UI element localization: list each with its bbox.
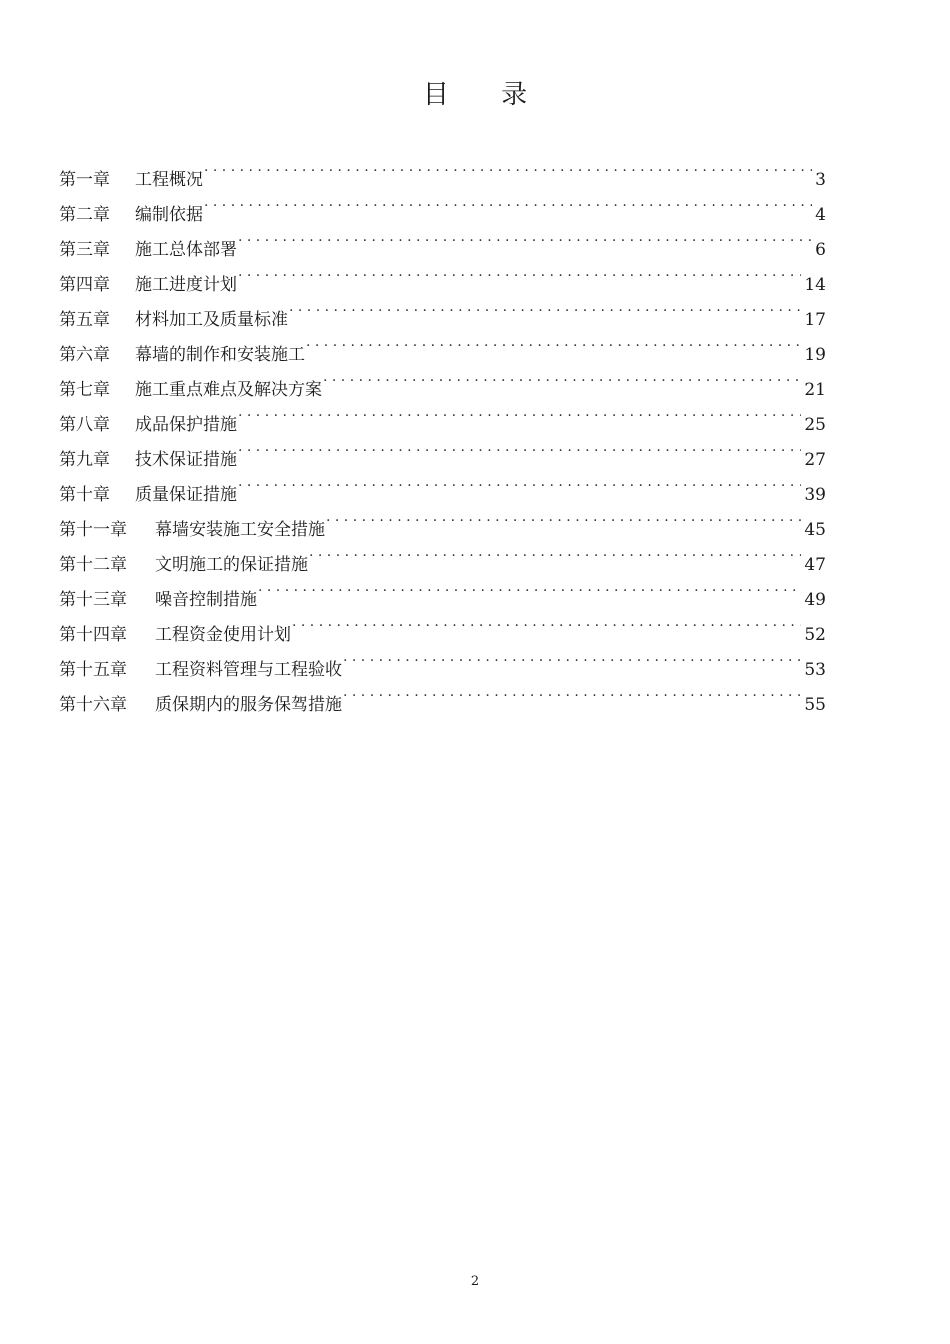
toc-chapter-name: 幕墙的制作和安装施工: [135, 345, 305, 365]
toc-page-number: 3: [815, 170, 826, 190]
toc-chapter-number: 第十四章: [59, 625, 127, 645]
toc-dot-leader: [238, 220, 812, 255]
toc-chapter-name: 材料加工及质量标准: [135, 310, 288, 330]
toc-page-number: 52: [804, 625, 826, 645]
toc-dot-leader: [292, 605, 801, 640]
toc-dot-leader: [323, 360, 801, 395]
toc-chapter-name: 工程资料管理与工程验收: [155, 660, 342, 680]
toc-chapter-number: 第四章: [59, 275, 110, 295]
toc-chapter-number: 第八章: [59, 415, 110, 435]
toc-chapter-name: 技术保证措施: [135, 450, 237, 470]
toc-chapter-name: 施工重点难点及解决方案: [135, 380, 322, 400]
toc-chapter-number: 第一章: [59, 170, 110, 190]
toc-chapter-number: 第二章: [59, 205, 110, 225]
toc-page-number: 49: [804, 590, 826, 610]
toc-chapter-name: 噪音控制措施: [155, 590, 257, 610]
toc-chapter-number: 第五章: [59, 310, 110, 330]
toc-page-number: 4: [815, 205, 826, 225]
toc-chapter-number: 第十六章: [59, 695, 127, 715]
toc-dot-leader: [238, 255, 801, 290]
toc-page-number: 47: [804, 555, 826, 575]
toc-chapter-number: 第十五章: [59, 660, 127, 680]
toc-dot-leader: [326, 500, 801, 535]
toc-dot-leader: [343, 675, 801, 710]
toc-chapter-name: 施工总体部署: [135, 240, 237, 260]
toc-chapter-name: 成品保护措施: [135, 415, 237, 435]
toc-dot-leader: [258, 570, 801, 605]
toc-dot-leader: [343, 640, 801, 675]
toc-chapter-name: 工程概况: [135, 170, 203, 190]
toc-page-number: 17: [804, 310, 826, 330]
toc-chapter-number: 第三章: [59, 240, 110, 260]
toc-title: 目 录: [422, 80, 550, 110]
toc-page-number: 39: [804, 485, 826, 505]
toc-chapter-name: 文明施工的保证措施: [155, 555, 308, 575]
toc-page-number: 45: [804, 520, 826, 540]
toc-page-number: 55: [804, 695, 826, 715]
toc-chapter-number: 第十章: [59, 485, 110, 505]
toc-dot-leader: [238, 395, 801, 430]
toc-dot-leader: [204, 150, 812, 185]
toc-page-number: 27: [804, 450, 826, 470]
toc-entry[interactable]: [59, 150, 826, 190]
toc-chapter-number: 第六章: [59, 345, 110, 365]
toc-chapter-name: 幕墙安装施工安全措施: [155, 520, 325, 540]
toc-page-number: 19: [804, 345, 826, 365]
toc-dot-leader: [204, 185, 812, 220]
toc-page-number: 21: [804, 380, 826, 400]
toc-dot-leader: [289, 290, 801, 325]
toc-chapter-number: 第十一章: [59, 520, 127, 540]
toc-chapter-number: 第七章: [59, 380, 110, 400]
toc-dot-leader: [309, 535, 801, 570]
toc-dot-leader: [238, 465, 801, 500]
toc-dot-leader: [238, 430, 801, 465]
toc-dot-leader: [306, 325, 801, 360]
toc-chapter-number: 第十三章: [59, 590, 127, 610]
toc-chapter-number: 第十二章: [59, 555, 127, 575]
toc-chapter-name: 质保期内的服务保驾措施: [155, 695, 342, 715]
toc-chapter-number: 第九章: [59, 450, 110, 470]
toc-list: [59, 150, 826, 715]
toc-chapter-name: 工程资金使用计划: [155, 625, 291, 645]
toc-page-number: 14: [804, 275, 826, 295]
toc-chapter-name: 施工进度计划: [135, 275, 237, 295]
toc-chapter-name: 编制依据: [135, 205, 203, 225]
toc-page-number: 25: [804, 415, 826, 435]
toc-page-number: 6: [815, 240, 826, 260]
page-number: 2: [470, 1274, 480, 1289]
toc-chapter-name: 质量保证措施: [135, 485, 237, 505]
toc-page-number: 53: [804, 660, 826, 680]
